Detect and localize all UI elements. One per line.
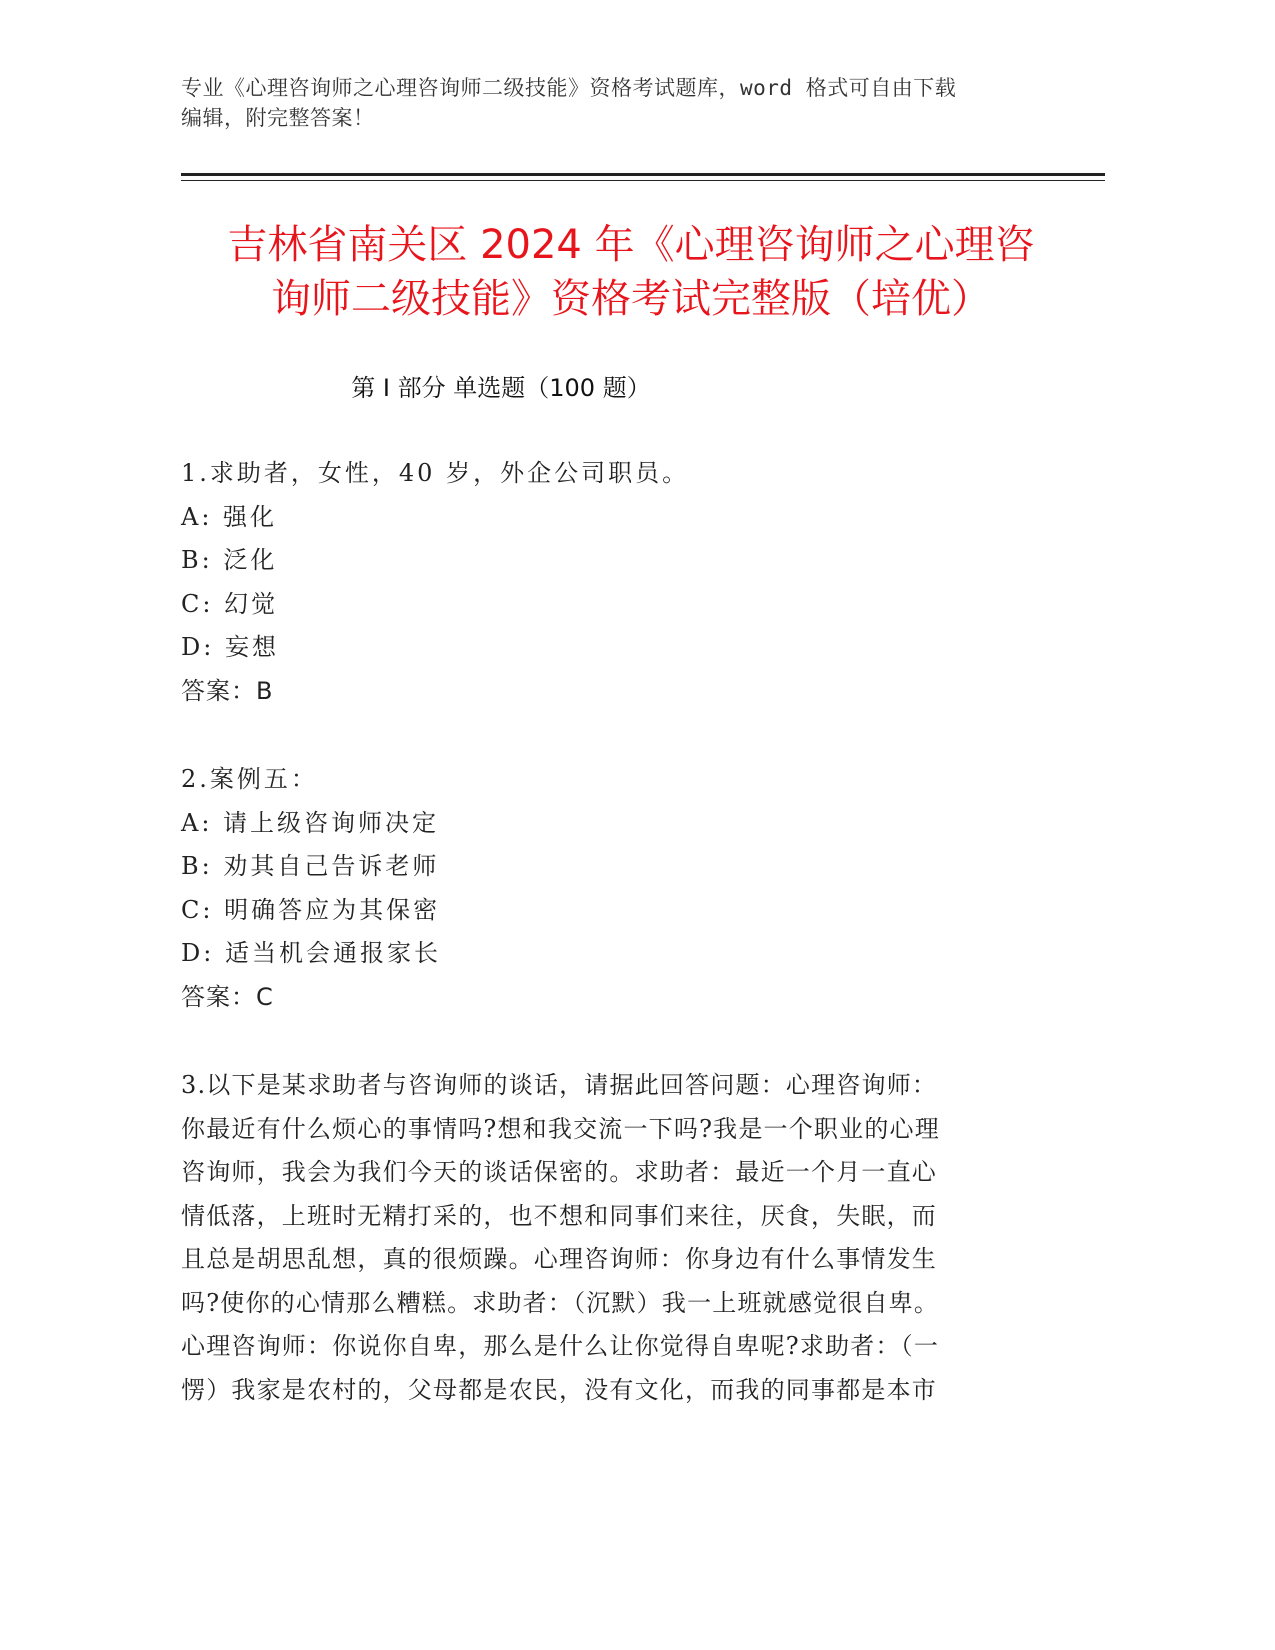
section-title: 第 I 部分 单选题（100 题） bbox=[351, 374, 651, 402]
paragraph-line: 吗?使你的心情那么糟糕。求助者：（沉默）我一上班就感觉很自卑。 bbox=[181, 1288, 940, 1317]
option-d: D: 妄想 bbox=[181, 633, 279, 661]
question-gap bbox=[181, 713, 1031, 758]
document-title bbox=[181, 218, 1081, 326]
option-d: D: 适当机会通报家长 bbox=[181, 939, 441, 967]
question-stem: 1.求助者，女性，40 岁，外企公司职员。 bbox=[181, 459, 690, 487]
paragraph-line: 心理咨询师：你说你自卑，那么是什么让你觉得自卑呢?求助者：（一 bbox=[181, 1332, 940, 1360]
option-c: C: 幻觉 bbox=[181, 589, 279, 618]
option-a: A: 请上级咨询师决定 bbox=[181, 808, 440, 837]
answer: 答案：C bbox=[181, 982, 274, 1011]
header-rule-thin bbox=[181, 180, 1105, 181]
paragraph-line: 且总是胡思乱想，真的很烦躁。心理咨询师：你身边有什么事情发生 bbox=[181, 1245, 937, 1273]
title-line2: 询师二级技能》资格考试完整版（培优） bbox=[271, 276, 991, 322]
question-3 bbox=[181, 1064, 1031, 1412]
option-c: C: 明确答应为其保密 bbox=[181, 895, 441, 924]
question-gap bbox=[181, 1019, 1031, 1064]
header-note bbox=[181, 73, 1061, 133]
paragraph-line: 情低落，上班时无精打采的，也不想和同事们来往，厌食，失眠，而 bbox=[181, 1201, 937, 1230]
answer: 答案：B bbox=[181, 676, 274, 705]
option-b: B: 泛化 bbox=[181, 546, 278, 574]
question-2 bbox=[181, 758, 1031, 1019]
paragraph-line: 3.以下是某求助者与咨询师的谈话，请据此回答问题：心理咨询师： bbox=[181, 1071, 938, 1099]
paragraph-line: 愣）我家是农村的，父母都是农民，没有文化，而我的同事都是本市 bbox=[181, 1375, 937, 1404]
header-rule-thick bbox=[181, 173, 1105, 176]
question-list bbox=[181, 452, 1031, 1412]
option-a: A: 强化 bbox=[181, 502, 278, 531]
paragraph-line: 咨询师，我会为我们今天的谈话保密的。求助者：最近一个月一直心 bbox=[181, 1158, 937, 1186]
question-stem: 2.案例五： bbox=[181, 765, 318, 793]
paragraph-line: 你最近有什么烦心的事情吗?想和我交流一下吗?我是一个职业的心理 bbox=[181, 1114, 940, 1143]
header-note-line1: 专业《心理咨询师之心理咨询师二级技能》资格考试题库，word 格式可自由下载 bbox=[181, 76, 957, 100]
question-1 bbox=[181, 452, 1031, 713]
title-line1: 吉林省南关区 2024 年《心理咨询师之心理咨 bbox=[227, 222, 1035, 268]
option-b: B: 劝其自己告诉老师 bbox=[181, 852, 440, 880]
header-note-line2: 编辑，附完整答案！ bbox=[181, 106, 375, 130]
